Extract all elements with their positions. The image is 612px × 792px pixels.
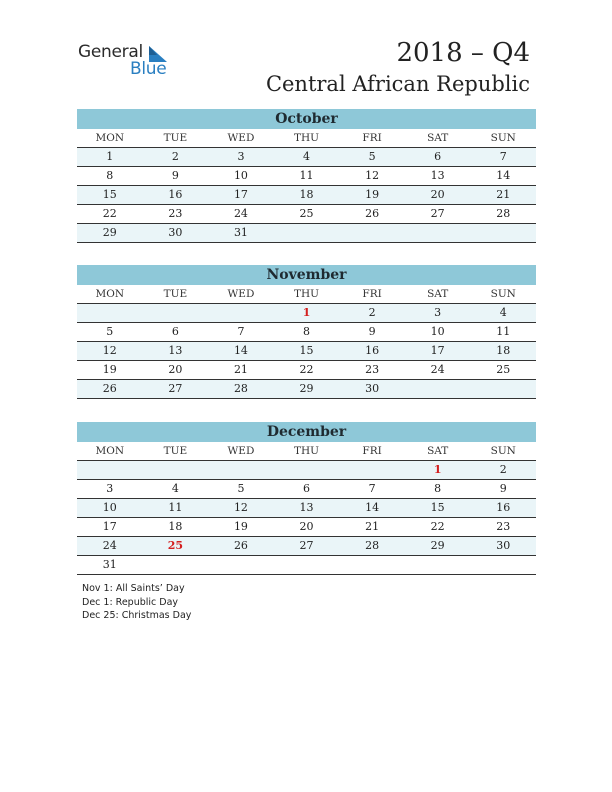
day-cell: 5 xyxy=(237,482,245,495)
weekday-header-row xyxy=(77,129,536,148)
week-row xyxy=(77,342,536,361)
brand-name-general: General xyxy=(78,42,143,62)
day-cell: 18 xyxy=(168,520,183,533)
day-cell: 5 xyxy=(106,325,114,338)
day-cell: 11 xyxy=(168,501,183,514)
day-cell: 27 xyxy=(299,539,314,552)
day-cell: 2 xyxy=(171,150,179,163)
day-cell: 1 xyxy=(433,463,442,476)
day-cell: 13 xyxy=(168,344,183,357)
day-cell xyxy=(405,224,471,242)
holiday-note: Nov 1: All Saints’ Day xyxy=(82,583,185,594)
day-cell: 17 xyxy=(430,344,445,357)
week-row xyxy=(77,480,536,499)
day-cell: 17 xyxy=(102,520,117,533)
day-cell: 18 xyxy=(496,344,511,357)
weekday-label: THU xyxy=(294,288,320,300)
weekday-label: MON xyxy=(95,445,125,457)
weekday-label: TUE xyxy=(163,445,188,457)
day-cell: 19 xyxy=(365,188,380,201)
month-december xyxy=(77,422,536,575)
day-cell xyxy=(470,380,536,398)
month-name: November xyxy=(77,265,536,285)
day-cell xyxy=(208,304,274,322)
day-cell: 10 xyxy=(430,325,445,338)
day-cell: 15 xyxy=(102,188,117,201)
day-cell: 14 xyxy=(365,501,380,514)
page-title: 2018 – Q4 xyxy=(396,38,530,68)
day-cell: 21 xyxy=(233,363,248,376)
day-cell: 9 xyxy=(368,325,376,338)
month-name: December xyxy=(77,422,536,442)
day-cell: 25 xyxy=(299,207,314,220)
day-cell: 25 xyxy=(167,539,184,552)
day-cell: 1 xyxy=(106,150,114,163)
day-cell: 28 xyxy=(496,207,511,220)
weekday-label: SAT xyxy=(427,288,449,300)
weekday-label: WED xyxy=(227,132,255,144)
brand-logo xyxy=(78,42,188,82)
day-cell: 14 xyxy=(496,169,511,182)
day-cell: 12 xyxy=(233,501,248,514)
week-row xyxy=(77,304,536,323)
weekday-label: FRI xyxy=(362,445,382,457)
day-cell: 4 xyxy=(499,306,507,319)
day-cell: 3 xyxy=(434,306,442,319)
day-cell: 30 xyxy=(365,382,380,395)
day-cell: 2 xyxy=(368,306,376,319)
weekday-header-row xyxy=(77,285,536,304)
day-cell: 12 xyxy=(365,169,380,182)
day-cell xyxy=(143,556,209,574)
day-cell: 26 xyxy=(365,207,380,220)
day-cell xyxy=(143,304,209,322)
day-cell: 18 xyxy=(299,188,314,201)
weekday-label: TUE xyxy=(163,288,188,300)
day-cell: 16 xyxy=(168,188,183,201)
week-row xyxy=(77,537,536,556)
day-cell: 24 xyxy=(233,207,248,220)
day-cell: 6 xyxy=(171,325,179,338)
week-row xyxy=(77,499,536,518)
day-cell: 6 xyxy=(434,150,442,163)
day-cell: 29 xyxy=(299,382,314,395)
week-row xyxy=(77,224,536,243)
day-cell: 30 xyxy=(496,539,511,552)
day-cell: 9 xyxy=(499,482,507,495)
day-cell: 31 xyxy=(102,558,117,571)
day-cell xyxy=(274,461,340,479)
day-cell: 27 xyxy=(168,382,183,395)
day-cell: 26 xyxy=(233,539,248,552)
month-october xyxy=(77,109,536,243)
day-cell: 10 xyxy=(233,169,248,182)
weekday-label: SAT xyxy=(427,445,449,457)
day-cell: 21 xyxy=(496,188,511,201)
day-cell: 1 xyxy=(302,306,311,319)
day-cell: 12 xyxy=(102,344,117,357)
day-cell: 13 xyxy=(430,169,445,182)
weekday-label: SUN xyxy=(490,288,516,300)
weekday-label: MON xyxy=(95,132,125,144)
day-cell: 21 xyxy=(365,520,380,533)
day-cell xyxy=(274,556,340,574)
weekday-label: SUN xyxy=(490,132,516,144)
day-cell: 22 xyxy=(299,363,314,376)
day-cell xyxy=(339,461,405,479)
day-cell: 16 xyxy=(496,501,511,514)
month-november xyxy=(77,265,536,399)
week-row xyxy=(77,205,536,224)
week-row xyxy=(77,556,536,575)
day-cell: 8 xyxy=(106,169,114,182)
day-cell xyxy=(77,461,143,479)
holiday-note: Dec 25: Christmas Day xyxy=(82,610,192,621)
day-cell: 29 xyxy=(430,539,445,552)
day-cell: 4 xyxy=(303,150,311,163)
day-cell: 26 xyxy=(102,382,117,395)
day-cell xyxy=(339,224,405,242)
week-row xyxy=(77,461,536,480)
day-cell: 28 xyxy=(365,539,380,552)
weekday-label: WED xyxy=(227,288,255,300)
weekday-label: FRI xyxy=(362,288,382,300)
day-cell: 8 xyxy=(303,325,311,338)
day-cell: 19 xyxy=(102,363,117,376)
day-cell xyxy=(405,380,471,398)
day-cell: 23 xyxy=(496,520,511,533)
weekday-label: THU xyxy=(294,132,320,144)
day-cell: 5 xyxy=(368,150,376,163)
day-cell: 7 xyxy=(499,150,507,163)
day-cell: 9 xyxy=(171,169,179,182)
weekday-label: THU xyxy=(294,445,320,457)
day-cell: 31 xyxy=(233,226,248,239)
day-cell: 24 xyxy=(102,539,117,552)
day-cell: 23 xyxy=(168,207,183,220)
week-row xyxy=(77,361,536,380)
day-cell: 29 xyxy=(102,226,117,239)
day-cell xyxy=(274,224,340,242)
holiday-note: Dec 1: Republic Day xyxy=(82,596,179,608)
day-cell: 7 xyxy=(368,482,376,495)
day-cell xyxy=(405,556,471,574)
weekday-label: FRI xyxy=(362,132,382,144)
day-cell: 10 xyxy=(102,501,117,514)
weekday-label: SUN xyxy=(490,445,516,457)
day-cell: 7 xyxy=(237,325,245,338)
day-cell: 20 xyxy=(299,520,314,533)
day-cell: 4 xyxy=(171,482,179,495)
day-cell xyxy=(143,461,209,479)
week-row xyxy=(77,167,536,186)
country-name: Central African Republic xyxy=(265,72,530,96)
day-cell: 17 xyxy=(233,188,248,201)
day-cell: 28 xyxy=(233,382,248,395)
week-row xyxy=(77,186,536,205)
day-cell: 24 xyxy=(430,363,445,376)
day-cell: 20 xyxy=(168,363,183,376)
day-cell: 3 xyxy=(106,482,114,495)
week-row xyxy=(77,323,536,342)
week-row xyxy=(77,148,536,167)
day-cell: 13 xyxy=(299,501,314,514)
weekday-label: SAT xyxy=(427,132,449,144)
weekday-label: WED xyxy=(227,445,255,457)
day-cell: 8 xyxy=(434,482,442,495)
weekday-label: MON xyxy=(95,288,125,300)
day-cell: 23 xyxy=(365,363,380,376)
day-cell: 22 xyxy=(430,520,445,533)
day-cell: 14 xyxy=(233,344,248,357)
day-cell: 3 xyxy=(237,150,245,163)
day-cell xyxy=(208,556,274,574)
day-cell: 11 xyxy=(496,325,511,338)
day-cell: 20 xyxy=(430,188,445,201)
day-cell: 15 xyxy=(299,344,314,357)
weekday-header-row xyxy=(77,442,536,461)
day-cell xyxy=(77,304,143,322)
day-cell xyxy=(339,556,405,574)
day-cell: 25 xyxy=(496,363,511,376)
day-cell xyxy=(470,556,536,574)
day-cell: 11 xyxy=(299,169,314,182)
day-cell: 2 xyxy=(499,463,507,476)
day-cell xyxy=(470,224,536,242)
day-cell: 22 xyxy=(102,207,117,220)
day-cell: 19 xyxy=(233,520,248,533)
day-cell: 16 xyxy=(365,344,380,357)
week-row xyxy=(77,380,536,399)
weekday-label: TUE xyxy=(163,132,188,144)
holiday-notes xyxy=(82,582,191,623)
day-cell: 27 xyxy=(430,207,445,220)
week-row xyxy=(77,518,536,537)
brand-name-blue: Blue xyxy=(130,59,167,79)
day-cell: 30 xyxy=(168,226,183,239)
day-cell: 6 xyxy=(303,482,311,495)
day-cell: 15 xyxy=(430,501,445,514)
day-cell xyxy=(208,461,274,479)
month-name: October xyxy=(77,109,536,129)
